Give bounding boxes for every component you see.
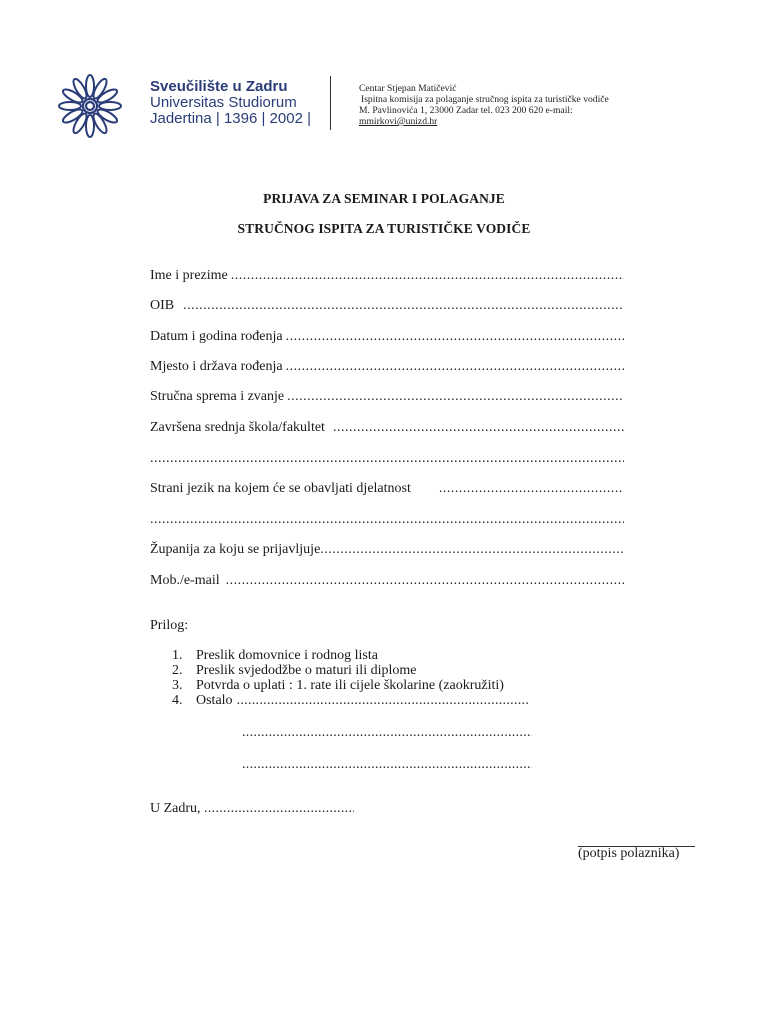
fill-line bbox=[226, 572, 624, 590]
fill-line bbox=[439, 480, 624, 498]
university-name-line1: Sveučilište u Zadru bbox=[150, 78, 288, 95]
fill-line bbox=[242, 725, 532, 741]
form-title-line1: PRIJAVA ZA SEMINAR I POLAGANJE bbox=[263, 191, 505, 206]
fill-line bbox=[237, 693, 529, 708]
list-number: 2. bbox=[172, 663, 183, 678]
list-item-text: Preslik domovnice i rodnog lista bbox=[196, 648, 378, 663]
field-label: Stručna sprema i zvanje bbox=[150, 389, 285, 404]
list-item-text: Preslik svjedodžbe o maturi ili diplome bbox=[196, 663, 417, 678]
fill-line bbox=[286, 328, 624, 346]
field-county[interactable] bbox=[150, 541, 624, 559]
fill-line bbox=[320, 541, 624, 559]
form-title-line2: STRUČNOG ISPITA ZA TURISTIČKE VODIČE bbox=[237, 221, 531, 236]
fill-line bbox=[333, 419, 624, 437]
list-item bbox=[172, 663, 529, 678]
field-birth-date[interactable] bbox=[150, 328, 624, 346]
field-language-continued[interactable] bbox=[150, 511, 624, 529]
place-label: U Zadru, bbox=[150, 801, 201, 816]
attachments-list bbox=[172, 648, 529, 708]
attachments-heading: Prilog: bbox=[150, 618, 189, 633]
contact-info bbox=[359, 83, 609, 127]
list-item[interactable] bbox=[172, 693, 529, 708]
fill-line bbox=[183, 297, 624, 315]
list-item bbox=[172, 648, 529, 663]
list-item-text: Potvrda o uplati : 1. rate ili cijele školarine (zaokružiti) bbox=[196, 678, 504, 693]
other-attachment-line[interactable] bbox=[242, 757, 532, 778]
field-full-name[interactable] bbox=[150, 267, 624, 285]
fill-line bbox=[150, 511, 624, 529]
field-label: OIB bbox=[150, 298, 175, 313]
contact-center: Centar Stjepan Matičević bbox=[359, 83, 457, 94]
field-birth-place[interactable] bbox=[150, 358, 624, 376]
fill-line bbox=[231, 267, 624, 285]
field-school[interactable] bbox=[150, 419, 624, 437]
field-school-continued[interactable] bbox=[150, 450, 624, 468]
list-item bbox=[172, 678, 529, 693]
list-item-text: Ostalo bbox=[196, 693, 233, 708]
field-foreign-language[interactable] bbox=[150, 480, 624, 498]
university-logo-icon bbox=[50, 66, 130, 146]
university-name-line3: Jadertina | 1396 | 2002 | bbox=[150, 110, 311, 127]
letterhead bbox=[0, 0, 768, 140]
signature-label: (potpis polaznika) bbox=[578, 846, 680, 861]
field-label: Strani jezik na kojem će se obavljati djelatnost bbox=[150, 481, 411, 496]
field-label: Mjesto i država rođenja bbox=[150, 359, 283, 374]
field-label: Završena srednja škola/fakultet bbox=[150, 420, 325, 435]
contact-commission: Ispitna komisija za polaganje stručnog ispita za turističke vodiče bbox=[361, 94, 609, 105]
contact-address: M. Pavlinovića 1, 23000 Zadar tel. 023 200 620 e-mail: bbox=[359, 105, 573, 116]
other-attachment-line[interactable] bbox=[242, 725, 532, 746]
field-label: Županija za koju se prijavljuje bbox=[150, 542, 321, 557]
fill-line bbox=[150, 450, 624, 468]
contact-email-link[interactable]: mmirkovi@unizd.hr bbox=[359, 116, 438, 127]
field-oib[interactable] bbox=[150, 297, 624, 315]
university-name-line2: Universitas Studiorum bbox=[150, 94, 297, 111]
header-divider bbox=[330, 76, 331, 130]
field-label: Mob./e-mail bbox=[150, 573, 220, 588]
list-number: 3. bbox=[172, 678, 183, 693]
field-qualification[interactable] bbox=[150, 388, 624, 406]
fill-line bbox=[204, 801, 354, 817]
field-label: Ime i prezime bbox=[150, 268, 228, 283]
place-date-field[interactable] bbox=[150, 801, 354, 817]
fill-line bbox=[287, 388, 624, 406]
list-number: 1. bbox=[172, 648, 183, 663]
field-label: Datum i godina rođenja bbox=[150, 329, 283, 344]
fill-line bbox=[286, 358, 624, 376]
fill-line bbox=[242, 757, 532, 773]
list-number: 4. bbox=[172, 693, 183, 708]
field-contact[interactable] bbox=[150, 572, 624, 590]
university-name bbox=[150, 78, 311, 127]
